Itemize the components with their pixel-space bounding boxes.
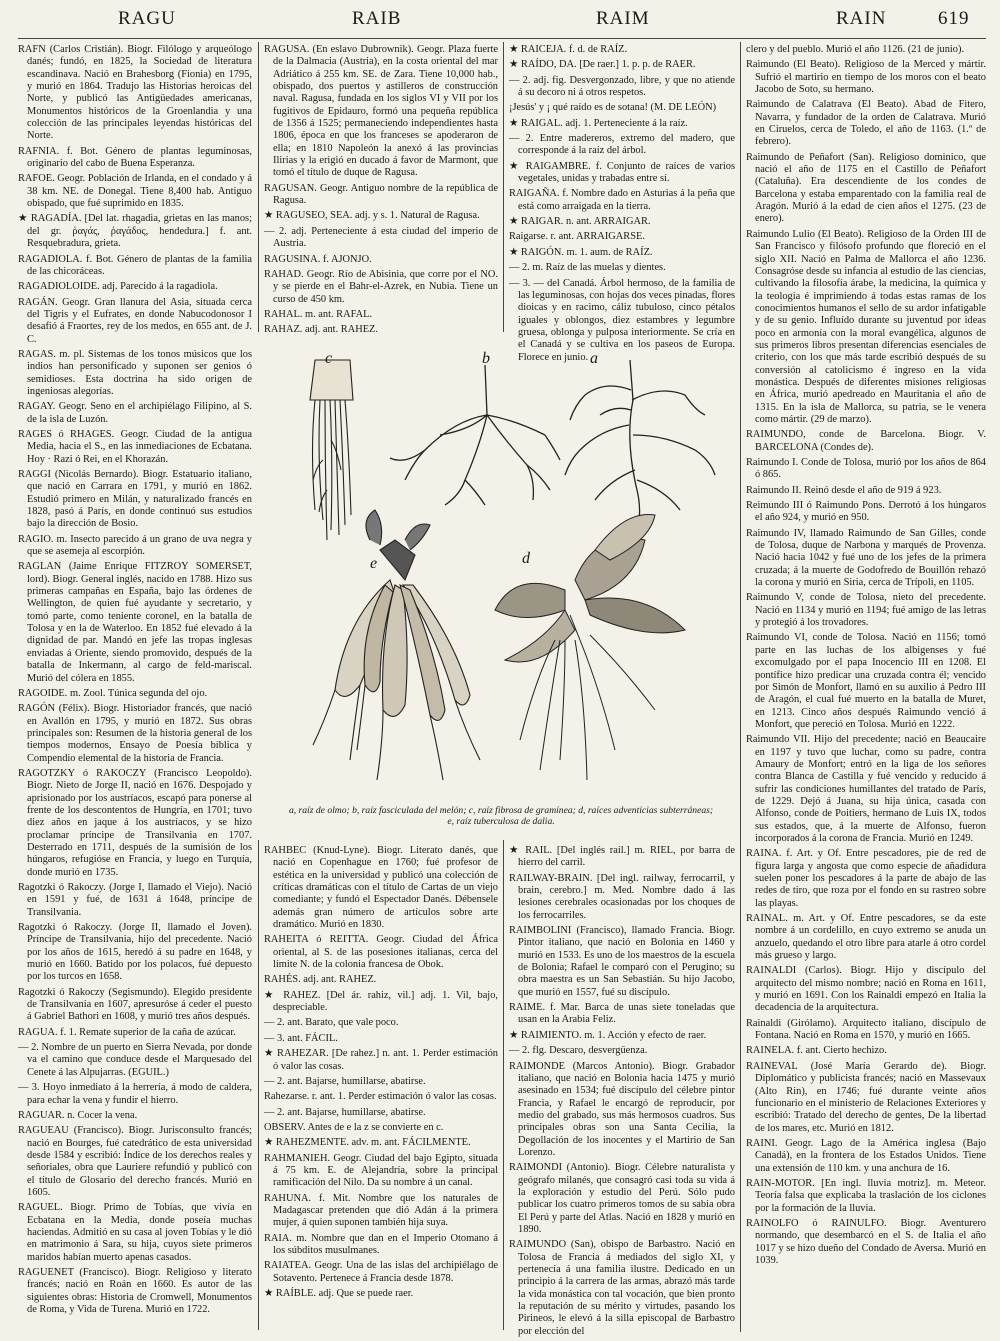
figure-label-c: c (325, 350, 333, 367)
header-guide-word-center-left: RAIB (352, 8, 402, 29)
dictionary-entry: — 2. Entre madereros, extremo del madero, que corresponde á la raíz del árbol. (509, 133, 735, 157)
dictionary-entry: RAGUSAN. Geogr. Antiguo nombre de la república de Ragusa. (264, 182, 498, 207)
dictionary-entry: — 2. Nombre de un puerto en Sierra Nevada, por donde va el camino que conduce desde el Marquesado del Cenete á las Alpujarras. (EGUIL.) (18, 1042, 252, 1078)
dictionary-entry: RAFNIA. f. Bot. Género de plantas leguminosas, originario del cabo de Buena Esperanza. (18, 145, 252, 170)
dictionary-entry: RAGOIDE. m. Zool. Túnica segunda del ojo. (18, 687, 208, 699)
dictionary-entry: RAGADIOLOIDE. adj. Parecido á la ragadiola. (18, 281, 218, 293)
dictionary-entry: ★ RAGUSEO, SEA. adj. y s. 1. Natural de Ragusa. (264, 210, 480, 222)
dictionary-entry: Raimundo de Peñafort (San). Religioso dominico, que nació el año de 1175 en el Castillo de Peñafort (Cataluña). Era descendiente de los condes de Barcelona y estaba emparentado con la familia real de Aragón. Murió á la edad de cien años el 1275. (23 de enero). (746, 151, 986, 225)
dictionary-entry: RAGLAN (Jaime Enrique FITZROY SOMERSET, lord). Biogr. General inglés, nacido en 1788. Hizo sus primeras campañas en España, bajo las órdenes de Wellington, de quien fué ayudante y secretario, y tomó parte, como teniente coronel, en la batalla de Tolosa y en la de Waterloo. En 1852 fué elevado á la dignidad de par. Mandó en jefe las tropas inglesas enviadas á Oriente, siendo promovido, después de la batalla de Inkermann, al cargo de feld-mariscal. Murió del cólera en 1855. (18, 561, 252, 684)
dictionary-entry: RAGÁN. Geogr. Gran llanura del Asia, situada cerca del Tigris y el Eufrates, en donde Nabucodonosor I desafió á Fraortes, rey de los medos, en 655 ant. de J. C. (18, 296, 252, 345)
dictionary-entry: RAHBEC (Knud-Lyne). Biogr. Literato danés, que nació en Copenhague en 1760; fué profesor de estética en la universidad y publicó una colección de críticas dramáticas con el título de Cartas de un viejo comediante; y fundó el Espectador Danés. Débensele además gran número de artículos sobre arte dramático. Murió en 1830. (264, 845, 498, 931)
dictionary-entry: — 2. ant. Barato, que vale poco. (264, 1017, 399, 1029)
dictionary-entry: Ragotzki ó Rakoczy. (Jorge II, llamado el Joven). Príncipe de Transilvania, hijo del precedente. Nació por los años de 1615, heredó á su padre en 1648, y murió en 1660. Batido por los polacos, fué depuesto por los turcos en 1658. (18, 922, 252, 983)
dictionary-entry: Raimundo I. Conde de Tolosa, murió por los años de 864 ó 865. (746, 457, 986, 481)
header-guide-word-center-right: RAIM (596, 8, 650, 29)
dictionary-entry: — 2. m. Raíz de las muelas y dientes. (509, 262, 666, 274)
page-number: 619 (938, 8, 970, 29)
dictionary-entry: RAIN-MOTOR. [En ingl. lluvia motriz]. m. Meteor. Teoría falsa que explicaba la traslación de los ciclones por la formación de la lluvia. (746, 1177, 986, 1214)
dictionary-entry: — 3. — del Canadá. Árbol hermoso, de la familia de las leguminosas, con hojas dos veces pinadas, flores dioicas y en racimo, cáliz tubuloso, cinco pétalos iguales y oblongos, diez estambres y legumbre gruesa, oblonga y pulposa interiormente. Se cría en el Canadá y se cultiva en los paseos de Europa. Florece en junio. (509, 277, 735, 363)
dictionary-entry: Raimundo IV, llamado Raimundo de San Gilles, conde de Tolosa, duque de Narbona y marqués de Provenza. Nació hacia 1042 y fué uno de los jefes de la primera cruzada; á la muerte de Godofredo de Bouillón rehazó la corona y murió en Siria, cerca de Trípoli, en 1105. (746, 527, 986, 589)
dictionary-entry: ★ RAHEZAR. [De rahez.] n. ant. 1. Perder estimación ó valor las cosas. (264, 1048, 498, 1072)
dictionary-entry: RAHAD. Geogr. Río de Abisinia, que corre por el NO. y se pierde en el Bahr-el-Azrek, en Nubia. Tiene un curso de 450 km. (264, 268, 498, 305)
column-2-top (264, 44, 498, 334)
column-rule (503, 840, 504, 1330)
dictionary-entry: RAINELA. f. ant. Cierto hechizo. (746, 1045, 887, 1057)
dictionary-entry: ★ RAIL. [Del inglés rail.] m. RIEL, por barra de hierro del carril. (509, 845, 735, 869)
dictionary-entry: RAIME. f. Mar. Barca de unas siete toneladas que usan en la Arabia Feliz. (509, 1002, 735, 1026)
column-rule (740, 42, 741, 1332)
column-2-bottom (264, 845, 498, 1330)
dictionary-entry: ★ RAHEZMENTE. adv. m. ant. FÁCILMENTE. (264, 1137, 471, 1149)
dictionary-entry: Raimundo (El Beato). Religioso de la Merced y mártir. Sufrió el martirio en tiempo de los moros con el beato Jacobo de Soto, su hermano. (746, 59, 986, 96)
header-rule (18, 38, 986, 39)
dictionary-entry: RAIA. m. Nombre que dan en el Imperio Otomano á los súbditos musulmanes. (264, 1232, 498, 1256)
root-e-dahlia-tubers (313, 510, 480, 780)
column-rule (258, 42, 259, 332)
root-b-fasciculate (390, 365, 560, 505)
dictionary-entry: RAILWAY-BRAIN. [Del ingl. railway, ferrocarril, y brain, cerebro.] m. Med. Nombre dado á las lesiones cerebrales ocasionadas por los choques de los ferrocarriles. (509, 872, 735, 921)
root-a-elm (565, 360, 715, 540)
figure-caption (262, 805, 740, 827)
dictionary-entry: — 2. adj. Perteneciente á esta ciudad del imperio de Austria. (264, 225, 498, 250)
header-guide-word-right: RAIN (836, 8, 887, 29)
dictionary-entry: RAHMANIEH. Geogr. Ciudad del bajo Egipto, situada á 75 km. E. de Alejandría, sobre la principal ramificación del Nilo. Da su nombre á un canal. (264, 1152, 498, 1189)
dictionary-entry: — 2. adj. fig. Desvergonzado, libre, y que no atiende á su decoro ni á otros respetos. (509, 74, 735, 99)
dictionary-entry: RAGUENET (Francisco). Biogr. Religioso y literato francés; nació en Roán en 1660. Es autor de las siguientes obras: Historia de Cromwell, Monumentos de Roma, y Vida de Turena. Murió en 1722. (18, 1266, 252, 1315)
dictionary-entry: ★ RAGADÍA. [Del lat. rhagadia, grietas en las manos; del gr. ῥαγάς, ῥαγάδος, hendedura.] f. ant. Resquebradura, grieta. (18, 213, 252, 250)
dictionary-entry: ★ RAIGAR. n. ant. ARRAIGAR. (509, 216, 651, 228)
dictionary-entry: ★ RAIGAMBRE. f. Conjunto de raíces de varios vegetales, unidas y trabadas entre sí. (509, 160, 735, 185)
dictionary-entry: RAGUSINA. f. AJONJO. (264, 253, 372, 265)
dictionary-entry: RAINA. f. Art. y Of. Entre pescadores, pie de red de figura larga y angosta que como especie de añadidura suelen poner los pescadores á la parte de abajo de las redes de tiro, que roza por el fondo en su rastreo sobre las playas. (746, 848, 986, 909)
dictionary-entry: RAHAZ. adj. ant. RAHEZ. (264, 324, 378, 336)
dictionary-entry: RAINALDI (Carlos). Biogr. Hijo y discípulo del arquitecto del mismo nombre; nació en Roma en 1611, y murió en 1691. Con los Rainaldi empezó en Italia la decadencia de la arquitectura. (746, 965, 986, 1014)
dictionary-entry: — 3. Hoyo inmediato á la herrería, á modo de caldera, para echar la vena y fundir el hierro. (18, 1082, 252, 1106)
dictionary-entry: RAHAL. m. ant. RAFAL. (264, 308, 373, 320)
dictionary-entry: Raimundo VI, conde de Tolosa. Nació en 1156; tomó parte en las luchas de los albigenses y fué excomulgado por el papa Inocencio III en 1208. El pontífice hizo predicar una cruzada contra él; vencido por Simón de Monfort, llamó en su auxilio á Pedro III de Aragón, el cual fué muerto en la batalla de Muret, en 1213. Cinco años después Raimundo venció á Monfort, que pereció en Tolosa. Murió en 1222. (746, 632, 986, 730)
dictionary-entry: RAINAL. m. Art. y Of. Entre pescadores, se da este nombre á un cordelillo, en cuyo extremo se anuda un anzuelo, quedando el otro libre para atarle á otro cordel más grueso y largo. (746, 913, 986, 962)
dictionary-entry: Raimundo de Calatrava (El Beato). Abad de Fitero, Navarra, y fundador de la orden de Calatrava. Murió en Ciruelos, cerca de Toledo, el año de 1163. (1.º de febrero). (746, 99, 986, 148)
dictionary-entry: RAGAS. m. pl. Sistemas de los tonos músicos que los indios han personificado y suponen ser genios ó semidioses. Esta doctrina ha sido origen de ingeniosas alegorías. (18, 348, 252, 397)
dictionary-entry: ★ RAÍBLE. adj. Que se puede raer. (264, 1288, 414, 1299)
figure-label-e: e (370, 555, 378, 572)
figure-label-a: a (590, 350, 598, 367)
roots-illustration (265, 340, 735, 795)
dictionary-entry: RAIATEA. Geogr. Una de las islas del archipiélago de Sotavento. Pertenece á Francia desde 1878. (264, 1260, 498, 1284)
running-header (0, 8, 1000, 38)
dictionary-entry: RAGGI (Nicolás Bernardo). Biogr. Estatuario italiano, que nació en Carrara en 1791, y murió en 1862. Estudió primero en Milán, y naturalizado francés en 1828, pasó á París, en donde continuó sus estudios bajo la dirección de Bosio. (18, 469, 252, 530)
root-c-fibrous (310, 360, 353, 540)
column-4 (746, 44, 986, 1334)
dictionary-entry: RAIMBOLINI (Francisco), llamado Francia. Biogr. Pintor italiano, que nació en Bolonia en 1460 y murió en 1533. Es uno de los maestros de la escuela de Bolonia; Rafael le comparó con el Perugino; su obra maestra es un San Sebastián. Su hijo Jacobo, que murió en 1557, fué su discípulo. (509, 925, 735, 998)
dictionary-entry: RAIMUNDO, conde de Barcelona. Biogr. V. BARCELONA (Condes de). (746, 429, 986, 453)
dictionary-entry: Rainaldi (Girólamo). Arquitecto italiano, discípulo de Fontana. Nació en Roma en 1570, y murió en 1665. (746, 1017, 986, 1042)
dictionary-entry: Raimundo II. Reinó desde el año de 919 á 923. (746, 484, 942, 496)
dictionary-entry: RAIMONDE (Marcos Antonio). Biogr. Grabador italiano, que nació en Bolonia hacia 1475 y murió asesinado en 1534; fué discípulo del célebre pintor Francia, y Rafael le encargó de reproducir, por medio del grabado, sus más hermosos cuadros. Sus principales obras son una Santa Cecilia, la Degollación de los inocentes y el Martirio de San Lorenzo. (509, 1060, 735, 1158)
dictionary-entry: RAINEVAL (José María Gerardo de). Biogr. Diplomático y publicista francés; nació en Massevaux (Alto Rin), en 1746; fué durante veinte años funcionario en el ministerio de Relaciones Exteriores y escribió: Tratado del derecho de gentes, De la libertad de los mares, etc. Murió en 1812. (746, 1060, 986, 1134)
dictionary-entry: RAGUEAU (Francisco). Biogr. Jurisconsulto francés; nació en Bourges, fué catedrático de esta universidad desde 1584 y escribió: Índice de los derechos reales y señoriales, obra que Lauriere refundió y publicó con el título de Glosario del derecho francés. Murió en 1605. (18, 1125, 252, 1198)
dictionary-entry: RAGOTZKY ó RAKOCZY (Francisco Leopoldo). Biogr. Nieto de Jorge II, nació en 1676. Despojado y aprisionado por los austríacos, escapó para ponerse al frente de los descontentos de Hungría, en 1701; tuvo diez años en jaque á los austríacos, y se hizo proclamar príncipe de Transilvania en 1707. Desterrado en 1711, después de la sumisión de los húngaros, refugióse en Francia, y luego en Turquía, donde murió en 1735. (18, 767, 252, 878)
dictionary-entry: — 2. ant. Bajarse, humillarse, abatirse. (264, 1075, 426, 1087)
figure-caption-line-2: e, raíz tuberculosa de dalia. (447, 816, 555, 827)
dictionary-entry: RAGUAR. n. Cocer la vena. (18, 1109, 138, 1121)
dictionary-entry: RAGAY. Geogr. Seno en el archipiélago Filipino, al S. de la isla de Luzón. (18, 401, 252, 425)
dictionary-entry: RAFN (Carlos Cristián). Biogr. Filólogo y arqueólogo danés; fundó, en 1825, la Sociedad de literatura escandinava. Nació en Brahesborg (Fionia) en 1795, y murió en 1864. Tradujo las Historias heroicas del Norte, y publicó las Antigüedades americanas, Monumentos históricos de la Groenlandia y una colección de las principales leyendas históricas del Norte. (18, 44, 252, 142)
dictionary-entry: RAINI. Geogr. Lago de la América inglesa (Bajo Canadá), en la frontera de los Estados Unidos. Tiene una extensión de 110 km. y una anchura de 16. (746, 1137, 986, 1174)
dictionary-entry: RAGUA. f. 1. Remate superior de la caña de azúcar. (18, 1026, 236, 1038)
figure-label-d: d (522, 550, 530, 567)
dictionary-entry: Raimundo VII. Hijo del precedente; nació en Beaucaire en 1197 y tuvo que luchar, como su padre, contra Amaury de Monfort; entró en la liga de los señores contra Blanca de Castilla y fué vencido y reducido á sufrir las condiciones humillantes del tratado de París, de 1229. Dejó á Juana, su hija única, casada con Alfonso, conde de Poitiers, hermano de Luis IX, todos sus estados, que, á la muerte de Alfonso, fueron incorporados á la corona de Francia. Murió en 1249. (746, 734, 986, 844)
dictionary-entry: RAHUNA. f. Mit. Nombre que los naturales de Madagascar pretenden que dió Adán á la primera mujer, á quien suponen también hija suya. (264, 1192, 498, 1229)
dictionary-entry: Raigarse. r. ant. ARRAIGARSE. (509, 231, 645, 243)
dictionary-entry: RAGES ó RHAGES. Geogr. Ciudad de la antigua Media, hacia el S., en las inmediaciones de Ecbatana. Hoy · Razi ó Rei, en el Khorazán. (18, 428, 252, 465)
dictionary-entry: ★ RAIMIENTO. m. 1. Acción y efecto de raer. (509, 1029, 707, 1041)
dictionary-entry: RAHÉS. adj. ant. RAHEZ. (264, 974, 377, 986)
figure-caption-line-1: a, raíz de olmo; b, raíz fasciculada del melón; c, raíz fibrosa de gramínea; d, raíces adventicias subterráneas; (288, 805, 714, 816)
dictionary-entry: RAGADIOLA. f. Bot. Género de plantas de la familia de las chicoráceas. (18, 253, 252, 277)
dictionary-entry: RAIGAÑA. f. Nombre dado en Asturias á la peña que está como arraigada en la tierra. (509, 188, 735, 212)
column-3-bottom (509, 845, 735, 1337)
dictionary-entry: RAINOLFO ó RAINULFO. Biogr. Aventurero normando, que desembarcó en el S. de Italia el año 1017 y se hizo dueño del Condado de Aversa. Murió en 1039. (746, 1217, 986, 1266)
dictionary-entry: ★ RAIGÓN. m. 1. aum. de RAÍZ. (509, 246, 653, 258)
dictionary-entry: ¡Jesús' y ¡ qué raído es de sotana! (M. DE LEÓN) (509, 102, 717, 114)
dictionary-entry: OBSERV. Antes de e la z se convierte en c. (264, 1121, 444, 1133)
dictionary-entry: ★ RAÍDO, DA. [De raer.] 1. p. p. de RAER. (509, 59, 696, 71)
dictionary-entry: Reimundo III ó Raimundo Pons. Derrotó á los húngaros el año 924, y murió en 950. (746, 500, 986, 524)
figure-label-b: b (482, 350, 490, 367)
dictionary-entry: Ragotzki ó Rakoczy. (Jorge I, llamado el Viejo). Nació en 1591 y fué, de 1631 á 1648, príncipe de Transilvania. (18, 882, 252, 918)
column-1 (18, 44, 252, 1334)
dictionary-entry: RAIMONDI (Antonio). Biogr. Célebre naturalista y geógrafo milanés, que consagró casi toda su vida á la exploración y estudio del Perú. Sólo pudo publicar los cuatro primeros tomos de su sabia obra El Perú y parte del Atlas. Nació en 1828 y murió en 1890. (509, 1162, 735, 1235)
column-rule (258, 840, 259, 1330)
dictionary-entry: RAGUEL. Biogr. Primo de Tobías, que vivía en Ecbatana en la Media, donde poseía muchas haciendas. Admitió en su casa al joven Tobías y le dió en matrimonio á Sara, su hija, cuyos siete primeros maridos habían muerto apenas casados. (18, 1202, 252, 1263)
dictionary-entry: clero y del pueblo. Murió el año 1126. (21 de junio). (746, 44, 965, 55)
dictionary-entry: RAIMUNDO (San), obispo de Barbastro. Nació en Tolosa de Francia á mediados del siglo XI, y pertenecía á una familia ilustre. Dedicado en un principio á la carrera de las armas, abrazó más tarde la vida monástica con tal vocación, que bien pronto la reputación de su mérito y virtudes, pasando los Pirineos, le elevó á la silla episcopal de Barbastro por elección del (509, 1239, 735, 1337)
column-rule (503, 42, 504, 332)
column-3-top (509, 44, 735, 363)
dictionary-entry: Raimundo Lulio (El Beato). Religioso de la Orden III de San Francisco y filósofo profundo que floreció en el siglo XII. Nació en Palma de Mallorca el año 1236. Consagróse desde su infancia al estudio de las ciencias, cultivando la filosofía árabe, la medicina, la química y la teología é imprimiendo á todas estas ramas de los conocimientos humanos el sello de su ardor infatigable y de su genio. Influído durante su juventud por ideas poco en armonía con la moral evangélica, algunos de sus primeros libros presentan diferencias esenciales de criterio, con los que más tarde escribió después de su conversión al catolicismo é ingreso en la vida monástica. Después de diferentes misiones religiosas en África, murió apedreado en Mauritania el año de 1315. En la isla de Mallorca, su patria, se le venera como mártir. (29 de marzo). (746, 228, 986, 425)
dictionary-entry: — 2. flg. Descaro, desvergüenza. (509, 1045, 648, 1057)
dictionary-entry: RAGUSA. (En eslavo Dubrownik). Geogr. Plaza fuerte de la Dalmacia (Austria), en la costa oriental del mar Adriático á 255 km. SE. de Zara. Tiene 10,000 hab., obispado, dos puertos y astilleros de construcción naval. Ragusa, fundada en los siglos VI y VII por los fugitivos de Epidauro, formó una pequeña república de 1356 á 1525; permaneciendo independientes hasta 1806, época en que los franceses se apoderaron de ella; en 1810 Napoleón la anexó á las provincias Ilirias y la erigió en ducado á favor de Marmont, que tomó el título de duque de Ragusa. (264, 44, 498, 179)
header-guide-word-left: RAGU (118, 8, 176, 29)
dictionary-entry: Rahezarse. r. ant. 1. Perder estimación ó valor las cosas. (264, 1091, 497, 1103)
dictionary-entry: RAHEITA ó REITTA. Geogr. Ciudad del África oriental, al S. de las posesiones italianas, cerca del límite N. de la colonia francesa de Obok. (264, 934, 498, 971)
dictionary-entry: ★ RAIGAL. adj. 1. Perteneciente á la raíz. (509, 117, 688, 129)
dictionary-entry: — 3. ant. FÁCIL. (264, 1032, 338, 1044)
dictionary-entry: ★ RAHEZ. [Del ár. rahiz, vil.] adj. 1. Vil, bajo, despreciable. (264, 989, 498, 1014)
dictionary-entry: RAFOE. Geogr. Población de Irlanda, en el condado y á 38 km. NE. de Donegal. Tiene 8,400 hab. Antiguo obispado, que fué suprimido en 1835. (18, 173, 252, 210)
dictionary-entry: Ragotzki ó Rakoczy (Segismundo). Elegido presidente de Transilvania en 1607, apresuróse á ceder el puesto á Gabriel Bathori en 1608, y murió tres años después. (18, 986, 252, 1023)
dictionary-entry: RAGÓN (Félix). Biogr. Historiador francés, que nació en Avallón en 1795, y murió en 1872. Sus obras principales son: Resumen de la historia general de los tiempos modernos, Ensayo de Poesía bíblica y Compendio elemental de la historia de Francia. (18, 703, 252, 764)
dictionary-entry: — 2. ant. Bajarse, humillarse, abatirse. (264, 1106, 426, 1118)
dictionary-entry: ★ RAICEJA. f. d. de RAÍZ. (509, 44, 628, 55)
dictionary-entry: Raimundo V, conde de Tolosa, nieto del precedente. Nació en 1134 y murió en 1194; fué amigo de las letras y protegió á los trovadores. (746, 592, 986, 629)
dictionary-entry: RAGIO. m. Insecto parecido á un grano de uva negra y que se asemeja al escorpión. (18, 533, 252, 558)
